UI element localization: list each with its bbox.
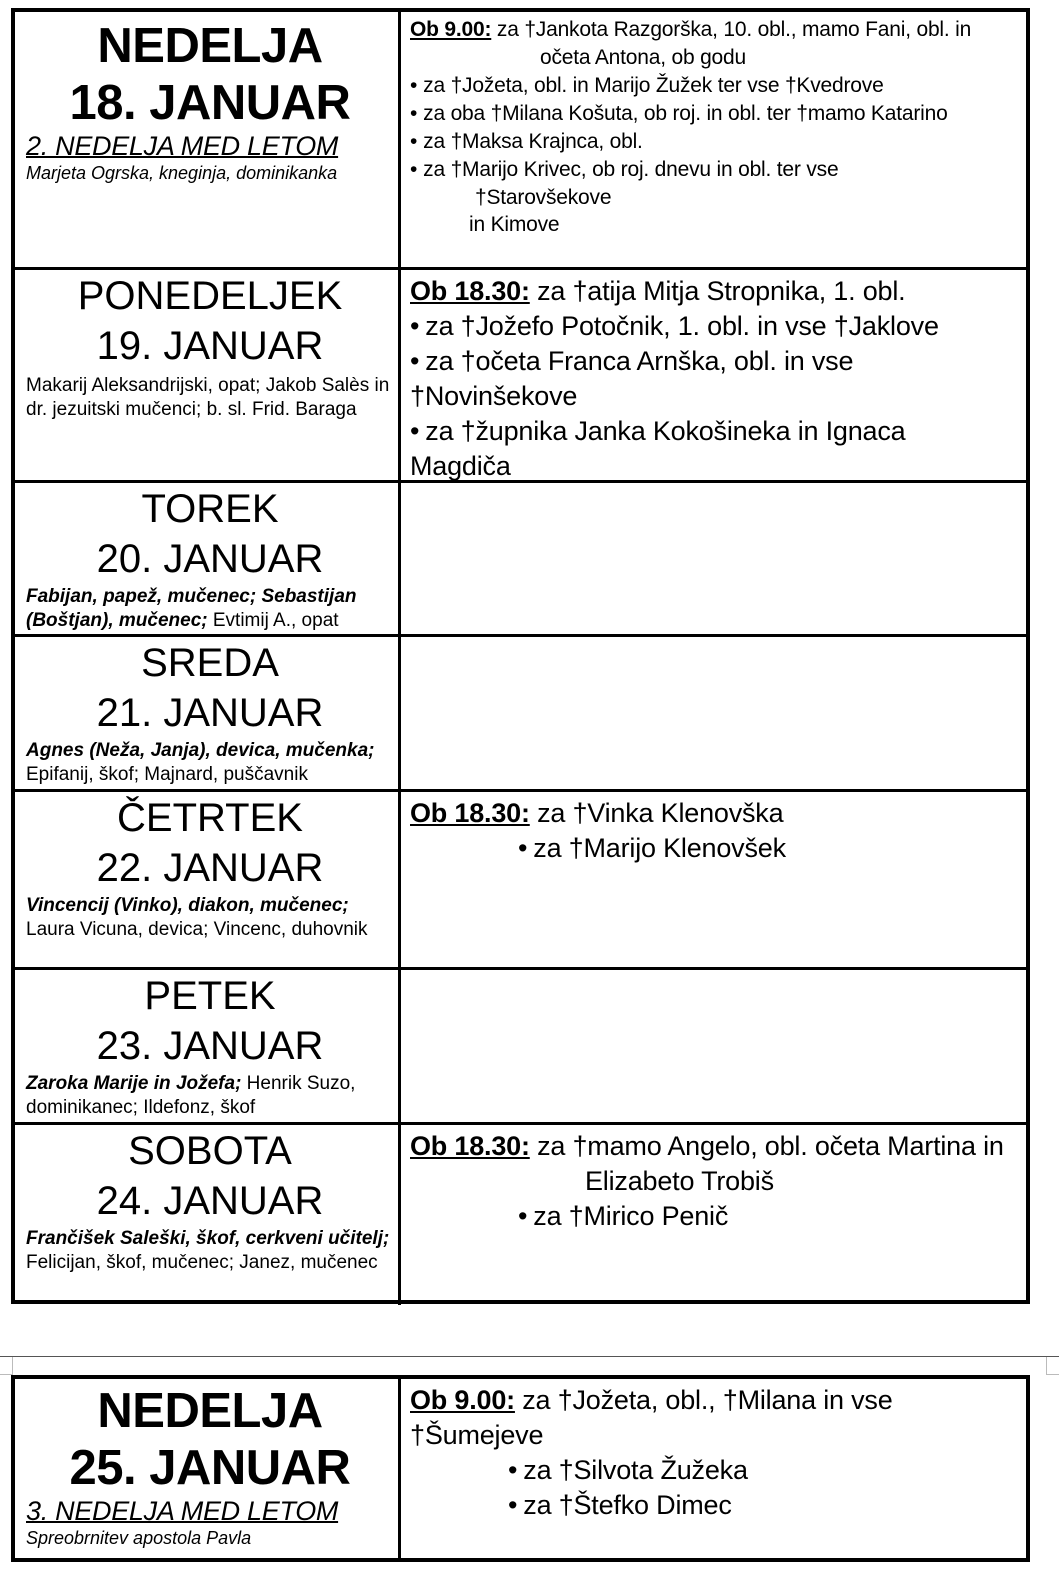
mass-intention: • za †Jožefo Potočnik, 1. obl. in vse †Jaklove [410, 309, 1022, 344]
mass-time: Ob 9.00: [410, 1385, 515, 1415]
day-cell-sunday-18 [15, 12, 401, 270]
mass-intention: • za †očeta Franca Arnška, obl. in vse †Novinšekove [410, 344, 1022, 414]
mass-time: Ob 9.00: [410, 18, 492, 41]
page-break-line [0, 1356, 1059, 1357]
saints-memorial: Epifanij, škof; Majnard, puščavnik [26, 764, 308, 785]
sunday-label: 3. NEDELJA MED LETOM [26, 1496, 339, 1526]
day-date: 20. JANUAR [96, 537, 324, 581]
saints-feast: Agnes (Neža, Janja), devica, mučenka; [26, 740, 375, 761]
day-name: TOREK [141, 487, 279, 531]
mass-intention: za †Vinka Klenovška [529, 798, 784, 828]
mass-intention: za †mamo Angelo, obl. očeta Martina in [529, 1131, 1004, 1161]
saints-feast: Zaroka Marije in Jožefa; [26, 1073, 242, 1094]
day-date: 18. JANUAR [69, 76, 351, 130]
mass-intention: • za †Silvota Žužeka [410, 1453, 1022, 1488]
mass-entry [410, 1383, 1022, 1453]
day-date: 22. JANUAR [96, 846, 324, 890]
day-date: 23. JANUAR [96, 1024, 324, 1068]
mass-intention-continued: in Kimove [469, 213, 560, 236]
saints-of-day [26, 894, 394, 942]
saints-of-day: Makarij Aleksandrijski, opat; Jakob Salès in dr. jezuitski mučenci; b. sl. Frid. Baraga [26, 375, 390, 420]
saints-memorial: Felicijan, škof, mučenec; Janez, mučenec [26, 1252, 378, 1273]
mass-cell-tuesday-20 [401, 483, 1026, 637]
day-name: SREDA [141, 641, 279, 685]
mass-time: Ob 18.30: [410, 798, 530, 828]
day-cell-friday-23 [15, 970, 401, 1125]
day-cell-monday-19 [15, 270, 401, 483]
day-name: NEDELJA [97, 19, 323, 73]
saints-of-day: Marjeta Ogrska, kneginja, dominikanka [26, 162, 338, 183]
day-cell-tuesday-20 [15, 483, 401, 637]
saints-memorial: Laura Vicuna, devica; Vincenc, duhovnik [26, 919, 368, 940]
mass-intention: za †Jankota Razgorška, 10. obl., mamo Fani, obl. in [491, 18, 972, 41]
mass-intention: • za †Maksa Krajnca, obl. [410, 128, 1022, 156]
saints-feast: Fabijan, papež, mučenec; Sebastijan (Boštjan), mučenec; [26, 586, 357, 631]
saints-of-day [26, 585, 394, 633]
mass-intention: • za †Mirico Penič [410, 1199, 1022, 1234]
mass-cell-thursday-22 [401, 792, 1026, 970]
day-name: PONEDELJEK [77, 274, 343, 318]
day-name: ČETRTEK [117, 796, 303, 840]
day-cell-saturday-24 [15, 1125, 401, 1305]
day-cell-sunday-25 [15, 1379, 401, 1558]
mass-cell-sunday-25 [401, 1379, 1026, 1558]
mass-cell-monday-19 [401, 270, 1026, 483]
day-date: 24. JANUAR [96, 1179, 324, 1223]
day-name: NEDELJA [97, 1384, 323, 1438]
saints-feast: Vincencij (Vinko), diakon, mučenec; [26, 895, 349, 916]
mass-intention: • za †župnika Janka Kokošineka in Ignaca Magdiča [410, 414, 1022, 483]
saints-of-day: Spreobrnitev apostola Pavla [26, 1527, 252, 1548]
mass-intention-continued: Elizabeto Trobiš [585, 1166, 774, 1196]
mass-entry [410, 16, 1022, 44]
day-cell-thursday-22 [15, 792, 401, 970]
mass-entry [410, 1129, 1022, 1164]
mass-intention: • za oba †Milana Košuta, ob roj. in obl. ter †mamo Katarino [410, 100, 1022, 128]
mass-intention: • za †Štefko Dimec [410, 1488, 1022, 1523]
mass-cell-friday-23 [401, 970, 1026, 1125]
mass-cell-saturday-24 [401, 1125, 1026, 1305]
saints-of-day [26, 1072, 394, 1120]
mass-schedule-table-week2 [11, 1375, 1030, 1562]
saints-memorial: Henrik Suzo, dominikanec; Ildefonz, škof [26, 1073, 356, 1118]
saints-of-day [26, 739, 394, 787]
mass-time: Ob 18.30: [410, 276, 530, 306]
mass-cell-wednesday-21 [401, 637, 1026, 792]
day-name: PETEK [144, 974, 276, 1018]
mass-intention-continued: †Starovšekove [475, 186, 612, 209]
mass-entry [410, 796, 1022, 831]
day-cell-wednesday-21 [15, 637, 401, 792]
mass-cell-sunday-18 [401, 12, 1026, 270]
page-margin-corner-right [1046, 1357, 1059, 1375]
day-date: 25. JANUAR [69, 1441, 351, 1495]
saints-of-day [26, 1227, 394, 1275]
mass-schedule-table-week1 [11, 8, 1030, 1304]
mass-intention: • za †Marijo Klenovšek [410, 831, 1022, 866]
sunday-label: 2. NEDELJA MED LETOM [26, 131, 339, 161]
mass-entry [410, 274, 1022, 309]
mass-intention-continued: očeta Antona, ob godu [540, 46, 746, 69]
mass-intention: • za †Jožeta, obl. in Marijo Žužek ter vse †Kvedrove [410, 72, 1022, 100]
saints-memorial: Evtimij A., opat [207, 610, 339, 631]
day-date: 21. JANUAR [96, 691, 324, 735]
page-margin-corner-left [0, 1357, 13, 1375]
day-name: SOBOTA [128, 1129, 292, 1173]
mass-intention: • za †Marijo Krivec, ob roj. dnevu in obl. ter vse [410, 156, 1022, 184]
saints-feast: Frančišek Saleški, škof, cerkveni učitelj; [26, 1228, 390, 1249]
mass-intention: za †atija Mitja Stropnika, 1. obl. [529, 276, 906, 306]
mass-time: Ob 18.30: [410, 1131, 530, 1161]
mass-intention: za †Jožeta, obl., †Milana in vse †Šumejeve [410, 1385, 893, 1450]
day-date: 19. JANUAR [96, 324, 324, 368]
